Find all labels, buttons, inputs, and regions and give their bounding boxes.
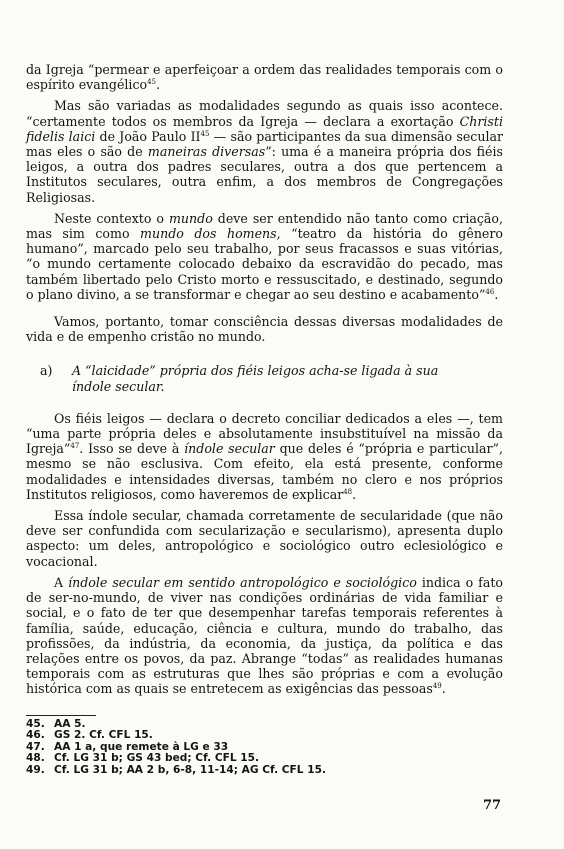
paragraph-1: da Igreja “permear e aperfeiçoar a ordem das realidades temporais com o espírito evangélico$^{45}$. xyxy=(26,62,503,93)
footnote-ref-45: 45 xyxy=(147,78,157,87)
section-heading xyxy=(26,363,503,393)
footnote-45: 45. AA 5. xyxy=(26,718,86,730)
page-number: 77 xyxy=(483,798,502,813)
paragraph-5: Os fiéis leigos — declara o decreto conciliar dedicados a eles —, tem “uma parte própria deles e absolutamente insubstituível na missão da Igreja”$^{47}$. Isso se deve à índole secular que deles é “própria e particular”, mesmo se não esclusiva. Com efeito, ela está presente, conforme modalidades e intensidades diversas, também no clero e nos próprios Institutos religiosos, como haveremos de explicar$^{48}$. xyxy=(26,410,503,502)
paragraph-4: Vamos, portanto, tomar consciência dessas diversas modalidades de vida e de empenho cristão no mundo. xyxy=(26,314,503,345)
paragraph-3: Neste contexto o mundo deve ser entendido não tanto como criação, mas sim como mundo dos homens, “teatro da história do gênero humano”, marcado pelo seu trabalho, por seus fracassos e suas vitórias, “o mundo certamente colocado debaixo da escravidão do pecado, mas também libertado pelo Cristo morto e ressuscitado, e destinado, segundo o plano divino, a se transformar e chegar ao seu destino e acabamento”$^{46}$. xyxy=(26,210,503,302)
section-title: A “laicidade” própria dos fiéis leigos acha-se ligada à sua índole secular. xyxy=(72,363,439,394)
footnote-47: 47. AA 1 a, que remete à LG e 33 xyxy=(26,740,229,753)
paragraph-2: Mas são variadas as modalidades segundo as quais isso acontece. “certamente todos os membros da Igreja — declara a exortação Christi fidelis laici de João Paulo II$^{45}$ — são participantes da sua dimensão secular mas eles o são de maneiras diversas”: uma é a maneira própria dos fiéis leigos, a outra dos padres seculares, outra a dos que pertencem a Institutos seculares, outra enfim, a dos membros de Congregações Religiosas. xyxy=(26,98,503,205)
paragraph-7: A índole secular em sentido antropológico e sociológico indica o fato de ser-no-mundo, de viver nas condições ordinárias de vida familiar e social, e o fato de ter que desempenhar tarefas temporais referentes à família, saúde, educação, ciência e cultura, mundo do trabalho, das profissões, da indústria, da economia, da justiça, da política e das relações entre os povos, da paz. Abrange “todas” as realidades humanas temporais com as estruturas que lhes são próprias e com a evolução histórica com as quais se entretecem as exigências das pessoas$^{49}$. xyxy=(26,574,503,697)
footnote-48: 48. Cf. LG 31 b; GS 43 bed; Cf. CFL 15. xyxy=(26,752,260,765)
footnote-ref-47: 47 xyxy=(70,442,80,451)
footnote-46: 46. GS 2. Cf. CFL 15. xyxy=(26,729,153,742)
footnote-49: 49. Cf. LG 31 b; AA 2 b, 6-8, 11-14; AG Cf. CFL 15. xyxy=(26,763,327,776)
footnote-ref-46: 46 xyxy=(485,287,495,296)
footnote-ref-45b: 45 xyxy=(200,129,210,138)
footnote-ref-48: 48 xyxy=(343,487,353,496)
footnotes xyxy=(26,715,503,776)
section-number: a) xyxy=(40,363,53,379)
footnote-divider xyxy=(26,715,96,716)
footnote-ref-49: 49 xyxy=(432,682,442,691)
paragraph-6: Essa índole secular, chamada corretamente de secularidade (que não deve ser confundida com secularização e secularismo), apresenta duplo aspecto: um deles, antropológico e sociológico outro eclesiológico e vocacional. xyxy=(26,508,503,569)
page-body xyxy=(26,62,503,697)
